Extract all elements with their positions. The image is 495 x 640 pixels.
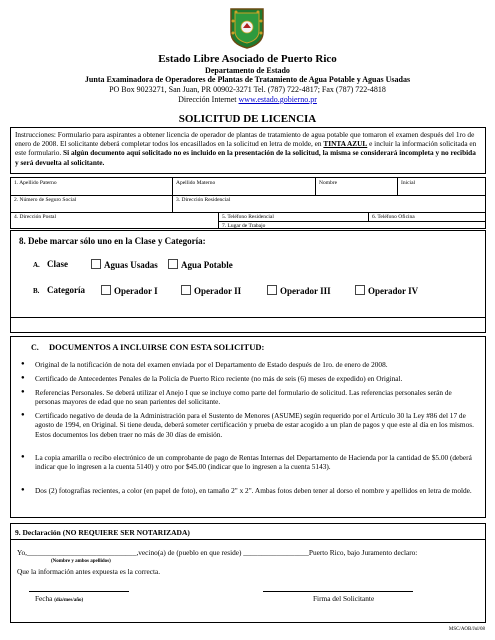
checkbox-icon xyxy=(91,259,101,269)
board-name: Junta Examinadora de Operadores de Plantas de Tratamiento de Agua Potable y Aguas Usadas xyxy=(84,75,411,84)
list-item: ● Original de la notificación de nota del examen enviada por el Departamento de Estado después de 1ro. de enero de 2008. xyxy=(35,360,475,369)
declaration-line[interactable]: Yo,______________________________,vecino(a) de (pueblo en que reside) __________________Puerto Rico, bajo Juramento declaro: xyxy=(17,548,418,557)
section-8-heading: 8. Debe marcar sólo uno en la Clase y Categoría: xyxy=(19,236,206,246)
fecha-label: Fecha (día/mes/año) xyxy=(35,594,84,603)
checkbox-icon xyxy=(181,285,191,295)
list-item: ● Dos (2) fotografías recientes, a color (en papel de foto), en tamaño 2" x 2". Ambas fotos deben tener al dorso el nombre y apellidos en letra de molde. xyxy=(35,486,475,495)
list-item: ● Certificado negativo de deuda de la Administración para el Sustento de Menores (ASUME) según requerido por el Artículo 30 la Ley #86 del 17 de agosto de 1994, en Original. Si tiene deuda, deberá someter certificación y prueba de estar acogido a un plan de pagos y que este al día en los mismos. Estos documentos los deben traer no más de 30 días de emisión. xyxy=(35,411,475,439)
incomplete-warning: Si algún documento aquí solicitado no es incluido en la presentación de la solicitud, la misma se considerará incompleta y no recibida y será devuelta al solicitante. xyxy=(15,148,476,167)
checkbox-icon xyxy=(168,259,178,269)
clase-option-aguas-usadas[interactable]: Aguas Usadas xyxy=(91,259,158,270)
categoria-option-operador-4[interactable]: Operador IV xyxy=(355,285,418,296)
web-address: Dirección Internet www.estado.gobierno.pr xyxy=(178,95,317,104)
field-seguro-social[interactable]: 2. Número de Seguro Social xyxy=(14,197,77,203)
field-tel-residencial[interactable]: 5. Teléfono Residencial xyxy=(222,214,274,220)
field-nombre[interactable]: Nombre xyxy=(319,180,338,186)
section-c-box xyxy=(10,336,486,518)
agency-title: Estado Libre Asociado de Puerto Rico xyxy=(158,53,337,65)
form-code: MSC/AOB/Jul/08 xyxy=(448,627,485,632)
firma-label: Firma del Solicitante xyxy=(313,594,375,603)
firma-line[interactable] xyxy=(263,591,413,592)
section-9-heading: 9. Declaración (NO REQUIERE SER NOTARIZADA) xyxy=(15,528,190,537)
list-item: ● Referencias Personales. Se deberá utilizar el Anejo I que se incluye como parte del formulario de solicitud. Las referencias personales serán de personas mayores de edad que no sean parientes del solicitante. xyxy=(35,388,475,407)
clase-option-agua-potable[interactable]: Agua Potable xyxy=(168,259,233,270)
field-apellido-paterno[interactable]: 1. Apellido Paterno xyxy=(14,180,57,186)
clase-label: Clase xyxy=(47,259,68,269)
checkbox-icon xyxy=(101,285,111,295)
categoria-option-operador-1[interactable]: Operador I xyxy=(101,285,158,296)
field-direccion-residencial[interactable]: 3. Dirección Residencial xyxy=(176,197,231,203)
section-c-heading: DOCUMENTOS A INCLUIRSE CON ESTA SOLICITUD: xyxy=(49,342,265,352)
list-item: ● La copia amarilla o recibo electrónico de un comprobante de pago de Rentas Internas del Departamento de Hacienda por la cantidad de $5.00 (deberá indicar que lo ingresen a la cuenta 5140) y otro por $45.00 (indicar que lo ingresen a la cuenta 5143). xyxy=(35,453,475,472)
name-hint: (Nombre y ambos apellidos) xyxy=(51,559,111,564)
checkbox-icon xyxy=(267,285,277,295)
categoria-option-operador-2[interactable]: Operador II xyxy=(181,285,241,296)
form-title: SOLICITUD DE LICENCIA xyxy=(178,113,317,125)
section-divider xyxy=(11,317,485,318)
instructions-box: Instrucciones: Formulario para aspirantes a obtener licencia de operador de plantas de tratamiento de agua potable que tomaron el examen después del 1ro de enero de 2008. El solicitante deberá completar todos los encasillados en la solicitud en letra de molde, en TINTA AZUL e incluir la información solicitada en este formulario. Si algún documento aquí solicitado no es incluido en la presentación de la solicitud, la misma se considerará incompleta y no recibida y será devuelta al solicitante. xyxy=(10,127,486,174)
department-name: Departamento de Estado xyxy=(205,66,290,75)
clase-letter: A. xyxy=(33,261,40,269)
web-link[interactable]: www.estado.gobierno.pr xyxy=(238,95,317,104)
field-direccion-postal[interactable]: 4. Dirección Postal xyxy=(14,214,57,220)
fecha-line[interactable] xyxy=(29,591,129,592)
contact-info: PO Box 9023271, San Juan, PR 00902-3271 Tel. (787) 722-4817; Fax (787) 722-4818 xyxy=(109,85,386,94)
section-8-box xyxy=(10,230,486,333)
personal-data-grid xyxy=(10,177,486,229)
declaration-statement: Que la información antes expuesta es la correcta. xyxy=(17,567,161,576)
categoria-label: Categoría xyxy=(47,285,85,295)
checkbox-icon xyxy=(355,285,365,295)
field-lugar-trabajo[interactable]: 7. Lugar de Trabajo xyxy=(222,223,266,229)
categoria-option-operador-3[interactable]: Operador III xyxy=(267,285,331,296)
list-item: ● Certificado de Antecedentes Penales de la Policía de Puerto Rico reciente (no más de seis (6) meses de expedido) en Original. xyxy=(35,374,475,383)
field-apellido-materno[interactable]: Apellido Materno xyxy=(176,180,216,186)
field-tel-oficina[interactable]: 6. Teléfono Oficina xyxy=(372,214,415,220)
puerto-rico-seal xyxy=(228,6,266,50)
field-inicial[interactable]: Inicial xyxy=(401,180,416,186)
categoria-letter: B. xyxy=(33,287,40,295)
section-9-box xyxy=(10,523,486,623)
section-c-letter: C. xyxy=(31,343,39,352)
blue-ink-note: TINTA AZUL xyxy=(323,139,368,149)
